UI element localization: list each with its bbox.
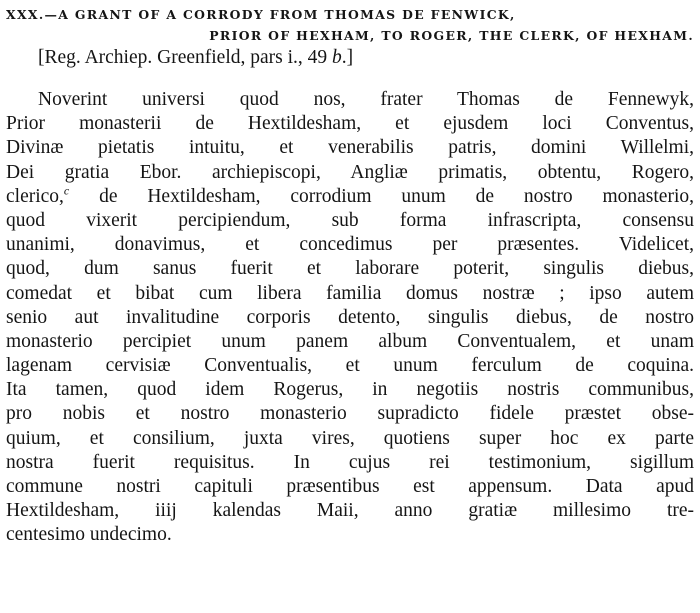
document-page [6, 4, 694, 548]
body-line: senio aut invalitudine corporis detento, singulis diebus, de nostro [6, 306, 694, 328]
reference-folio-side: b [332, 47, 342, 68]
body-line: monasterio percipiet unum panem album Conventualem, et unam [6, 330, 694, 352]
body-line: Dei gratia Ebor. archiepiscopi, Angliæ primatis, obtentu, Rogero, [6, 161, 694, 183]
register-reference [38, 46, 694, 70]
footnote-marker: c [63, 183, 70, 198]
body-line: pro nobis et nostro monasterio supradicto fidele præstet obse- [6, 403, 694, 425]
document-body [6, 88, 694, 548]
heading-line-1: XXX.—A GRANT OF A CORRODY FROM THOMAS DE FENWICK, [6, 7, 516, 22]
reference-text: [Reg. Archiep. Greenfield, pars i., 49 [38, 47, 333, 68]
body-line: lagenam cervisiæ Conventualis, et unum ferculum de coquina. [6, 355, 694, 377]
body-line: unanimi, donavimus, et concedimus per præsentes. Videlicet, [6, 234, 694, 256]
body-line: comedat et bibat cum libera familia domus nostræ ; ipso autem [6, 282, 694, 304]
body-line: Noverint universi quod nos, frater Thomas de Fennewyk, [38, 89, 694, 110]
heading-line-2: PRIOR OF HEXHAM, TO ROGER, THE CLERK, OF HEXHAM. [209, 28, 694, 43]
body-line-rest: de Hextildesham, corrodium unum de nostro monasterio, [99, 185, 694, 207]
body-line: quod, dum sanus fuerit et laborare poterit, singulis diebus, [6, 258, 694, 280]
body-line: Hextildesham, iiij kalendas Maii, anno gratiæ millesimo tre- [6, 500, 694, 522]
body-line: quod vixerit percipiendum, sub forma infrascripta, consensu [6, 209, 694, 231]
document-heading [6, 4, 694, 46]
body-line: Prior monasterii de Hextildesham, et ejusdem loci Conventus, [6, 113, 694, 135]
body-line: commune nostri capituli præsentibus est appensum. Data apud [6, 476, 694, 497]
body-line-last: centesimo undecimo. [6, 524, 172, 546]
body-line: quium, et consilium, juxta vires, quotiens super hoc ex parte [6, 427, 694, 449]
reference-close: .] [341, 47, 354, 68]
clerico-word: clerico, [6, 185, 64, 207]
body-line-with-footnote [6, 185, 694, 209]
body-line: Divinæ pietatis intuitu, et venerabilis patris, domini Willelmi, [6, 137, 694, 159]
body-line: Ita tamen, quod idem Rogerus, in negotiis nostris communibus, [6, 379, 694, 401]
body-line: nostra fuerit requisitus. In cujus rei testimonium, sigillum [6, 451, 694, 473]
